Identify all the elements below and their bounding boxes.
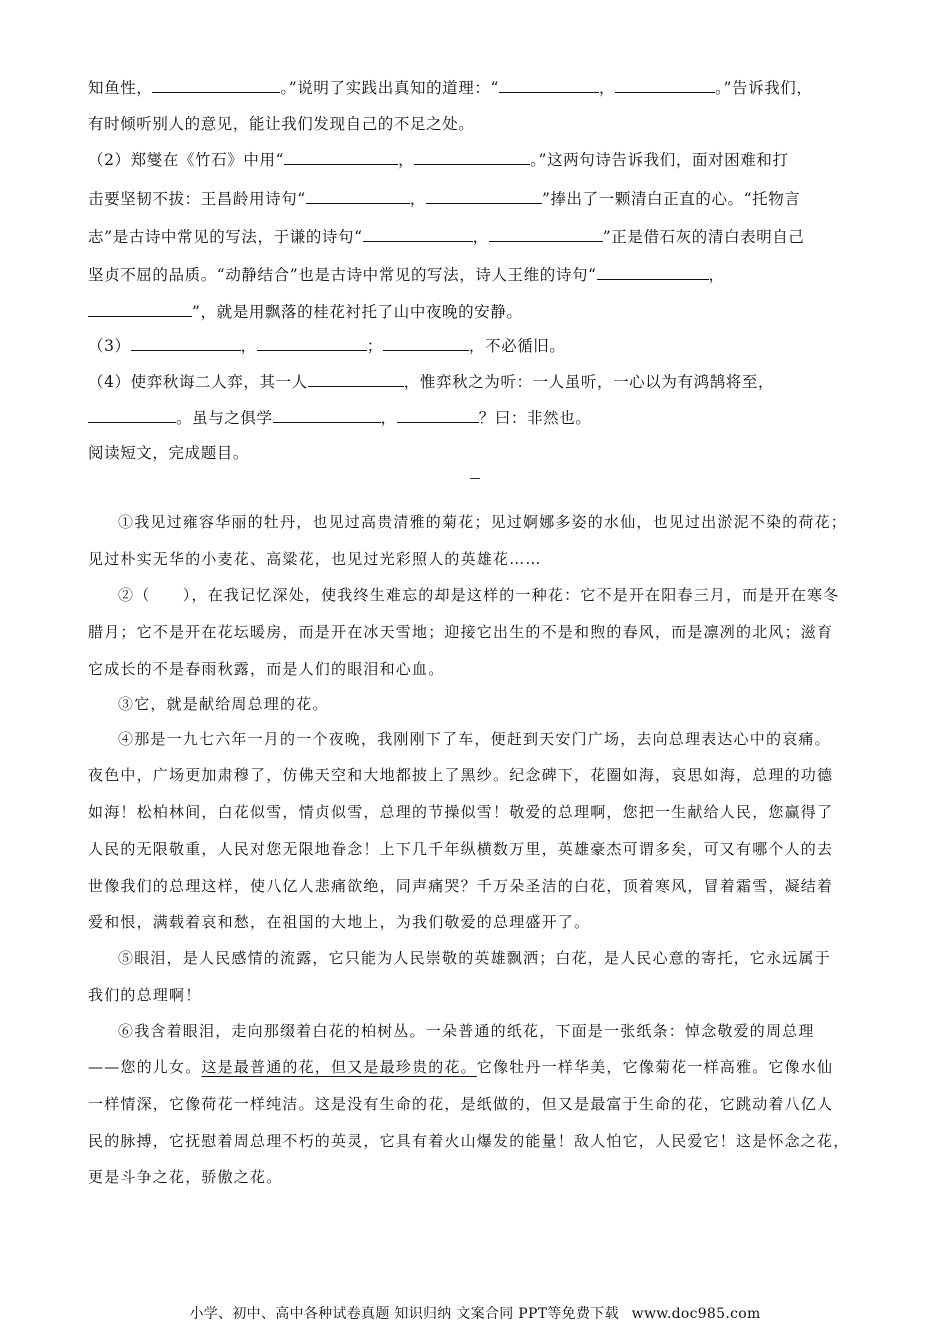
footer-text: 小学、初中、高中各种试卷真题 知识归纳 文案合同 PPT等免费下载	[189, 1306, 619, 1322]
answer-blank[interactable]	[152, 74, 280, 93]
article-paragraph-4-cont: 夜色中，广场更加肃穆了，仿佛天空和大地都披上了黑纱。纪念碑下，花圈如海，哀思如海，总理的功德	[88, 766, 834, 784]
answer-blank[interactable]	[363, 223, 473, 242]
article-paragraph-2-cont: 它成长的不是春雨秋露，而是人们的眼泪和心血。	[88, 660, 445, 678]
underlined-sentence: 这是最普通的花，但又是最珍贵的花。	[201, 1058, 477, 1076]
question-line-1: 知鱼性， 。”说明了实践出真知的道理：“ ， 。”告诉我们，	[88, 70, 862, 106]
question-2-line-5: ”，就是用飘落的桂花衬托了山中夜晚的安静。	[88, 294, 862, 330]
article-paragraph-6-cont: 更是斗争之花，骄傲之花。	[88, 1168, 283, 1186]
article-paragraph-2-cont: 腊月；它不是开在花坛暖房，而是开在冰天雪地；迎接它出生的不是和煦的春风，而是凛冽的北风；滋育	[88, 623, 834, 641]
question-2-line-3: 志”是古诗中常见的写法，于谦的诗句“ ， ”正是借石灰的清白表明自己	[88, 219, 862, 255]
answer-blank[interactable]	[426, 185, 542, 204]
article-paragraph-4-cont: 如海！松柏林间，白花似雪，情贞似雪，总理的节操似雪！敬爱的总理啊，您把一生献给人民，您赢得了	[88, 803, 834, 821]
article-paragraph-1: ①我见过雍容华丽的牡丹，也见过高贵清雅的菊花；见过婀娜多姿的水仙，也见过出淤泥不染的荷花；	[118, 513, 848, 531]
article-paragraph-6-cont: 民的脉搏，它抚慰着周总理不朽的英灵，它具有着火山爆发的能量！敌人怕它，人民爱它！这是怀念之花，	[88, 1132, 850, 1150]
page-footer	[0, 1303, 950, 1323]
question-line-2: 有时倾听别人的意见，能让我们发现自己的不足之处。	[88, 115, 475, 133]
footer-url[interactable]: www.doc985.com	[631, 1306, 761, 1322]
article-paragraph-6: ⑥我含着眼泪，走向那缀着白花的柏树丛。一朵普通的纸花，下面是一张纸条：悼念敬爱的周总理	[118, 1022, 815, 1040]
article-paragraph-5: ⑤眼泪，是人民感情的流露，它只能为人民崇敬的英雄飘洒；白花，是人民心意的寄托，它永远属于	[118, 949, 831, 967]
answer-blank[interactable]	[615, 74, 715, 93]
answer-blank[interactable]	[88, 404, 176, 423]
answer-blank[interactable]	[284, 146, 398, 165]
answer-blank[interactable]	[273, 404, 381, 423]
question-4-line-1: （4）使弈秋诲二人弈，其一人 ，惟弈秋之为听：一人虽听，一心以为有鸿鹄将至，	[88, 364, 862, 400]
question-3: （3） ， ； ，不必循旧。	[88, 328, 862, 364]
article-paragraph-4-cont: 爱和恨，满载着哀和愁，在祖国的大地上，为我们敬爱的总理盛开了。	[88, 913, 591, 931]
answer-blank[interactable]	[414, 146, 530, 165]
answer-blank[interactable]	[383, 332, 469, 351]
article-paragraph-6-cont: 一样情深，它像荷花一样纯洁。这是没有生命的花，是纸做的，但又是最富于生命的花，它跳动着八亿人	[88, 1095, 834, 1113]
article-paragraph-4: ④那是一九七六年一月的一个夜晚，我刚刚下了车，便赶到天安门广场，去向总理表达心中的哀痛。	[118, 730, 831, 748]
answer-blank[interactable]	[499, 74, 599, 93]
question-2-line-4: 坚贞不屈的品质。“动静结合”也是古诗中常见的写法，诗人王维的诗句“ ，	[88, 257, 862, 293]
answer-blank[interactable]	[397, 404, 479, 423]
answer-blank[interactable]	[308, 368, 404, 387]
answer-blank[interactable]	[489, 223, 603, 242]
article-paragraph-4-cont: 世像我们的总理这样，使八亿人悲痛欲绝，同声痛哭？千万朵圣洁的白花，顶着寒风，冒着霜雪，凝结着	[88, 877, 834, 895]
answer-blank[interactable]	[257, 332, 367, 351]
question-2-line-2: 击要坚韧不拔：王昌龄用诗句“ ， ”捧出了一颗清白正直的心。“托物言	[88, 181, 862, 217]
title-placeholder	[470, 478, 480, 479]
article-paragraph-6-cont: ——您的儿女。这是最普通的花，但又是最珍贵的花。它像牡丹一样华美，它像菊花一样高雅。它像水仙	[88, 1058, 834, 1076]
reading-instruction: 阅读短文，完成题目。	[88, 444, 250, 462]
article-paragraph-3: ③它，就是献给周总理的花。	[118, 695, 329, 713]
answer-blank[interactable]	[597, 261, 709, 280]
question-2-line-1: （2）郑燮在《竹石》中用“ ， 。”这两句诗告诉我们，面对困难和打	[88, 142, 862, 178]
article-paragraph-5-cont: 我们的总理啊！	[88, 986, 202, 1004]
answer-blank[interactable]	[88, 298, 192, 317]
article-paragraph-4-cont: 人民的无限敬重，人民对您无限地眷念！上下几千年纵横数万里，英雄豪杰可谓多矣，可又有哪个人的去	[88, 840, 834, 858]
article-paragraph-2: ②（ ），在我记忆深处，使我终生难忘的却是这样的一种花：它不是开在阳春三月，而是开在寒冬	[118, 586, 840, 604]
answer-blank[interactable]	[306, 185, 410, 204]
answer-blank[interactable]	[131, 332, 241, 351]
article-paragraph-1-cont: 见过朴实无华的小麦花、高粱花，也见过光彩照人的英雄花……	[88, 550, 542, 568]
question-4-line-2: 。虽与之俱学 ， ？曰：非然也。	[88, 400, 862, 436]
